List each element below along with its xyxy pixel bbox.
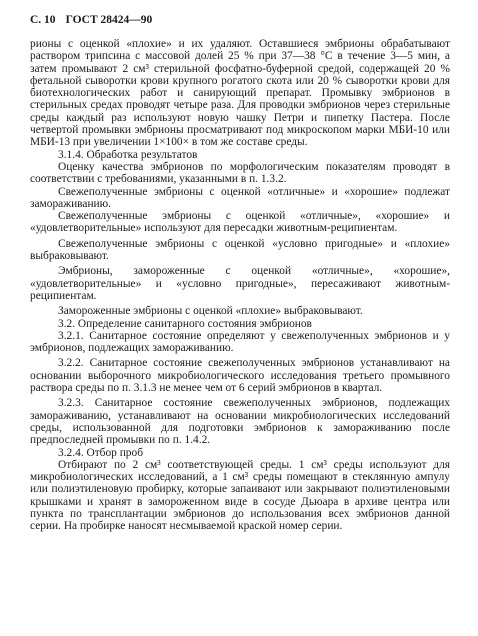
paragraph: 3.2.2. Санитарное состояние свежеполученных эмбрионов устанавливают на основании выборочного микробиологического исследования третьего промывного раствора среды по п. 3.1.3 не менее чем от 6 серий эмбрионов в квартал. <box>30 357 450 395</box>
paragraph: 3.2.3. Санитарное состояние свежеполученных эмбрионов, подлежащих замораживанию, устанавливают на основании микробиологических исследований среды, использованной для подготовки эмбрионов к замораживанию после предпоследней промывки по п. 1.4.2. <box>30 397 450 447</box>
document-body <box>30 38 450 533</box>
paragraph: 3.1.4. Обработка результатов <box>58 148 198 161</box>
paragraph: Свежеполученные эмбрионы с оценкой «отличные» и «хорошие» подлежат замораживанию. <box>30 185 450 210</box>
paragraph: Замороженные эмбрионы с оценкой «плохие» выбраковывают. <box>58 305 363 318</box>
page-number: С. 10 <box>30 14 56 26</box>
paragraph: Свежеполученные эмбрионы с оценкой «условно пригодные» и «плохие» выбраковывают. <box>30 237 450 263</box>
paragraph: Оценку качества эмбрионов по морфологическим показателям проводят в соответствии с требованиями, указанными в п. 1.3.2. <box>30 160 450 186</box>
paragraph: 3.2. Определение санитарного состояния эмбрионов <box>58 317 312 330</box>
paragraph: Отбирают по 2 см³ соответствующей среды. 1 см³ среды используют для микробиологических исследований, а 1 см³ среды помещают в стеклянную ампулу или полиэтиленовую пробирку, которые запаивают или закрывают полиэтиленовыми крышками и хранят в замороженном виде в сосуде Дьюара в архиве центра или пункта по трансплантации эмбрионов до использования всех эмбрионов данной серии. На пробирке наносят несмываемой краской номер серии. <box>30 458 450 533</box>
paragraph: 3.2.4. Отбор проб <box>58 446 143 459</box>
paragraph: рионы с оценкой «плохие» и их удаляют. Оставшиеся эмбрионы обрабатывают раствором трипсина с массовой долей 25 % при 37—38 °С в течение 3—5 мин, а затем промывают 2 см³ стерильной фосфатно-буферной средой, содержащей 20 % фетальной сыворотки крови крупного рогатого скота или 20 % сыворотки крови для биотехнологических работ и санирующий препарат. Промывку эмбрионов в стерильных средах проводят четыре раза. Для проводки эмбрионов через стерильные среды каждый раз используют новую чашку Петри и пипетку Пастера. После четвертой промывки эмбрионы просматривают под микроскопом марки МБИ-10 или МБИ-13 при увеличении 1×100× в том же составе среды. <box>30 38 450 149</box>
paragraph: 3.2.1. Санитарное состояние определяют у свежеполученных эмбрионов и у эмбрионов, подлежащих замораживанию. <box>30 329 450 355</box>
paragraph: Эмбрионы, замороженные с оценкой «отличные», «хорошие», «удовлетворительные» и «условно пригодные», пересаживают животным-реципиентам. <box>30 265 450 302</box>
paragraph: Свежеполученные эмбрионы с оценкой «отличные», «хорошие» и «удовлетворительные» используют для пересадки животным-реципиентам. <box>30 210 450 235</box>
standard-code: ГОСТ 28424—90 <box>65 14 153 26</box>
page-header <box>30 14 152 26</box>
